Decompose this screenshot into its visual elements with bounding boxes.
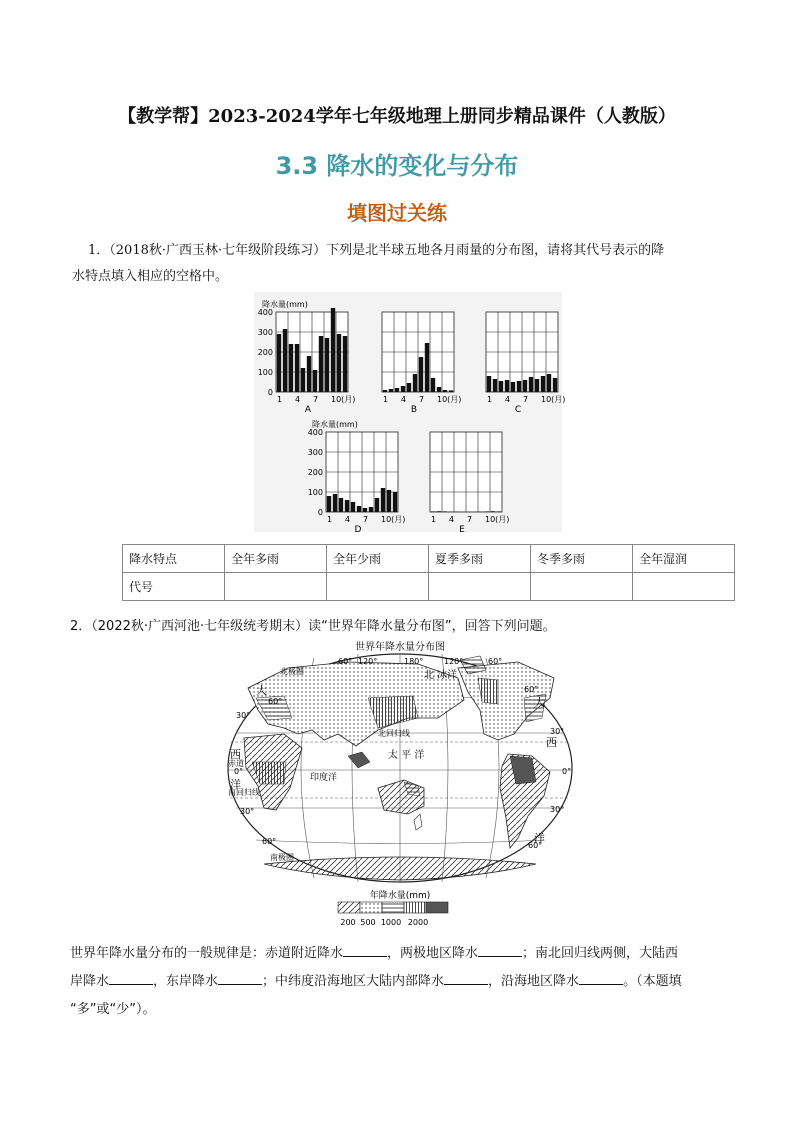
answer-blank[interactable]	[579, 972, 623, 985]
chart-bar	[431, 511, 435, 512]
label-indian-ocean: 印度洋	[310, 773, 338, 783]
answer-blank[interactable]	[444, 972, 488, 985]
chart-bar	[283, 329, 287, 392]
legend-swatch	[360, 902, 382, 913]
label-arctic-ocean: 北 冰洋	[424, 670, 458, 681]
label-lat: 60°	[262, 837, 277, 846]
chart-bar	[389, 389, 393, 392]
table-row	[123, 573, 735, 601]
table-cell: 夏季多雨	[429, 545, 531, 573]
label-lat: 30°	[550, 727, 565, 736]
chart-bar	[333, 494, 337, 512]
x-tick-label: 4	[449, 515, 455, 524]
y-tick-label: 200	[307, 468, 323, 477]
precipitation-charts-figure	[254, 292, 566, 535]
answer-cell[interactable]	[225, 573, 327, 601]
chart-bar	[443, 511, 447, 512]
label-pacific-ocean: 太 平 洋	[388, 750, 425, 761]
chart-bar	[401, 386, 405, 392]
chart-bar	[369, 507, 373, 512]
chart-bar	[443, 390, 447, 392]
answer-table	[122, 544, 735, 601]
legend-swatch	[426, 902, 448, 913]
x-tick-label: 10(月)	[381, 515, 406, 524]
chart-bar	[431, 378, 435, 392]
label-lat: 30°	[240, 807, 255, 816]
question-1-line2: 水特点填入相应的空格中。	[72, 269, 229, 284]
chart-bar	[343, 336, 347, 392]
chart-bar	[529, 377, 533, 392]
legend-swatch	[338, 902, 360, 913]
answer-cell[interactable]	[531, 573, 633, 601]
precipitation-charts-svg	[254, 292, 566, 535]
exercise-subtitle: 填图过关练	[347, 201, 447, 225]
question-1	[72, 238, 728, 290]
x-tick-label: 4	[401, 395, 407, 404]
chart-bar	[339, 498, 343, 512]
chart-bar	[313, 370, 317, 392]
label-lon: 120°	[358, 657, 378, 666]
label-lon: 60°	[488, 657, 503, 666]
label-lon: 60°	[338, 657, 353, 666]
chart-bar	[375, 498, 379, 512]
chart-bar	[289, 344, 293, 392]
chart-bar	[383, 390, 387, 392]
para-text: ，两极地区降水	[387, 946, 479, 961]
chart-bar	[327, 496, 331, 512]
label-atlantic-yang-left: 洋	[230, 778, 241, 791]
x-tick-label: 7	[313, 395, 319, 404]
para-text: “多”或“少”）。	[70, 1002, 156, 1017]
answer-blank[interactable]	[109, 972, 153, 985]
chart-bar	[523, 380, 527, 392]
x-tick-label: 4	[505, 395, 511, 404]
table-cell: 代号	[123, 573, 225, 601]
chart-bar	[301, 368, 305, 392]
chart-bar	[485, 511, 489, 512]
section-title: 3.3 降水的变化与分布	[275, 152, 519, 180]
x-tick-label: 10(月)	[485, 515, 510, 524]
y-tick-label: 300	[257, 328, 273, 337]
x-tick-label: 1	[431, 515, 437, 524]
chart-bar	[449, 390, 453, 392]
chart-bar	[425, 343, 429, 392]
label-antarctic-circle: 南极圈	[270, 853, 294, 862]
label-lat: 60°	[528, 841, 543, 850]
para-text: ，沿海地区降水	[488, 974, 580, 989]
y-tick-label: 400	[257, 308, 273, 317]
map-title: 世界年降水量分布图	[355, 642, 445, 653]
label-atlantic-xi-right: 西	[546, 736, 557, 749]
x-tick-label: 4	[295, 395, 301, 404]
answer-blank[interactable]	[478, 944, 522, 957]
world-map-svg	[228, 638, 588, 930]
y-tick-label: 300	[307, 448, 323, 457]
legend-title: 年降水量(mm)	[369, 891, 431, 901]
label-arctic-circle: 北极圈	[280, 667, 304, 676]
table-cell: 全年少雨	[327, 545, 429, 573]
x-tick-label: 7	[523, 395, 529, 404]
para-text: ，东岸降水	[153, 974, 219, 989]
chart-bar	[553, 378, 557, 392]
y-tick-label: 100	[257, 368, 273, 377]
y-tick-label: 400	[307, 428, 323, 437]
chart-label: B	[410, 405, 418, 415]
chart-bar	[511, 382, 515, 392]
label-lat: 30°	[236, 711, 251, 720]
chart-bar	[541, 376, 545, 392]
x-tick-label: 4	[345, 515, 351, 524]
chart-bar	[325, 338, 329, 392]
chart-bar	[331, 308, 335, 392]
chart-bar	[351, 502, 355, 512]
x-tick-label: 1	[327, 515, 333, 524]
x-tick-label: 7	[419, 395, 425, 404]
chart-bar	[547, 374, 551, 392]
y-axis-label: 降水量(mm)	[312, 420, 358, 429]
label-atlantic-xi-left: 西	[230, 748, 241, 761]
legend-swatch	[382, 902, 404, 913]
label-lon: 180°	[404, 657, 424, 666]
chart-bar	[345, 500, 349, 512]
x-tick-label: 7	[467, 515, 473, 524]
y-tick-label: 100	[307, 488, 323, 497]
y-tick-label: 0	[267, 388, 273, 397]
chart-bar	[319, 336, 323, 392]
para-text: ；中纬度沿海地区大陆内部降水	[262, 974, 445, 989]
question-2-paragraph	[70, 940, 720, 1024]
table-cell: 全年多雨	[225, 545, 327, 573]
chart-label: A	[304, 405, 312, 415]
chart-bar	[493, 379, 497, 392]
chart-label: D	[354, 525, 362, 535]
chart-bar	[277, 334, 281, 392]
answer-cell[interactable]	[633, 573, 735, 601]
chart-bar	[307, 356, 311, 392]
label-atlantic-yang-right: 洋	[534, 832, 545, 845]
chart-bar	[419, 357, 423, 392]
answer-cell[interactable]	[429, 573, 531, 601]
chart-label: E	[459, 525, 465, 535]
label-lat: 60°	[268, 697, 283, 706]
chart-bar	[387, 490, 391, 512]
label-atlantic-da-left: 大	[256, 684, 267, 697]
x-tick-label: 1	[383, 395, 389, 404]
para-text: 岸降水	[70, 974, 110, 989]
legend-tick: 200	[340, 918, 356, 927]
table-row	[123, 545, 735, 573]
chart-bar	[517, 381, 521, 392]
legend-tick: 1000	[380, 918, 402, 927]
chart-bar	[491, 511, 495, 512]
label-lat: 30°	[550, 805, 565, 814]
chart-bar	[499, 381, 503, 392]
label-atlantic-da-right: 大	[534, 696, 545, 709]
chart-bar	[357, 506, 361, 512]
label-tropic-capricorn: 南回归线	[228, 788, 260, 797]
para-text: 世界年降水量分布的一般规律是：赤道附近降水	[70, 946, 344, 961]
chart-label: C	[514, 405, 522, 415]
table-cell: 全年湿润	[633, 545, 735, 573]
question-2: 2．（2022秋·广西河池·七年级统考期末）读“世界年降水量分布图”，回答下列问题。	[70, 619, 556, 634]
label-lat: 0°	[234, 767, 244, 776]
chart-bar	[497, 511, 501, 512]
y-axis-label: 降水量(mm)	[262, 300, 308, 309]
world-precipitation-map	[228, 638, 588, 934]
chart-bar	[535, 379, 539, 392]
answer-cell[interactable]	[327, 573, 429, 601]
label-tropic-cancer: 北回归线	[378, 729, 410, 738]
legend-tick: 2000	[407, 918, 429, 927]
chart-bar	[407, 383, 411, 392]
para-text: ；南北回归线两侧，大陆西	[522, 946, 679, 961]
y-tick-label: 200	[257, 348, 273, 357]
legend-tick: 500	[360, 918, 376, 927]
label-lon: 120°	[444, 657, 464, 666]
chart-bar	[295, 344, 299, 392]
chart-bar	[413, 374, 417, 392]
legend-swatch	[404, 902, 426, 913]
label-equator: 赤道	[228, 759, 244, 768]
x-tick-label: 1	[277, 395, 283, 404]
chart-bar	[337, 334, 341, 392]
x-tick-label: 7	[363, 515, 369, 524]
x-tick-label: 10(月)	[331, 395, 356, 404]
answer-blank[interactable]	[343, 944, 387, 957]
chart-bar	[487, 376, 491, 392]
chart-bar	[505, 380, 509, 392]
chart-bar	[437, 387, 441, 392]
x-tick-label: 1	[487, 395, 493, 404]
antarctica-landmass	[264, 857, 536, 880]
chart-bar	[395, 388, 399, 392]
chart-bar	[381, 488, 385, 512]
label-lat: 0°	[562, 767, 572, 776]
x-tick-label: 10(月)	[541, 395, 566, 404]
chart-bar	[363, 508, 367, 512]
table-cell: 冬季多雨	[531, 545, 633, 573]
para-text: 。（本题填	[623, 974, 682, 989]
chart-bar	[393, 492, 397, 512]
document-header: 【教学帮】2023-2024学年七年级地理上册同步精品课件（人教版）	[118, 106, 676, 127]
question-1-line1: 1．（2018秋·广西玉林·七年级阶段练习）下列是北半球五地各月雨量的分布图，请将其代号表示的降	[88, 243, 665, 258]
table-cell: 降水特点	[123, 545, 225, 573]
x-tick-label: 10(月)	[437, 395, 462, 404]
answer-blank[interactable]	[218, 972, 262, 985]
chart-bar	[437, 511, 441, 512]
label-lat: 60°	[524, 685, 539, 694]
y-tick-label: 0	[317, 508, 323, 517]
